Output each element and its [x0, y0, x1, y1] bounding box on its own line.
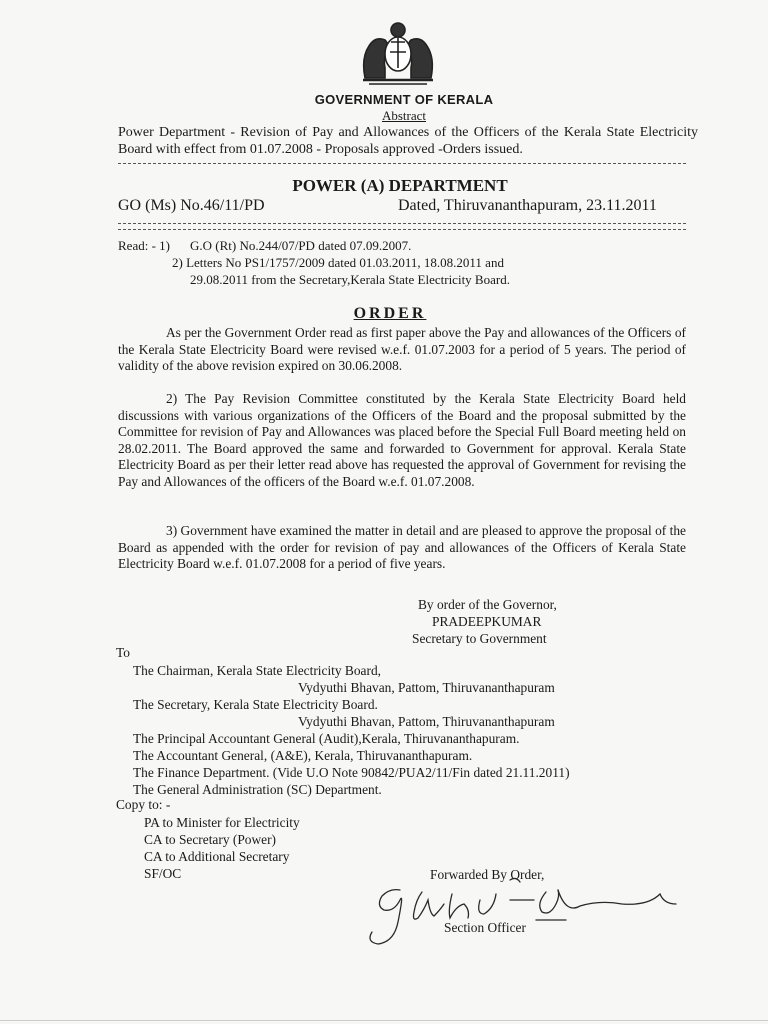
order-paragraph-3 — [118, 523, 686, 573]
department-heading: POWER (A) DEPARTMENT — [292, 176, 508, 195]
to-line: The Secretary, Kerala State Electricity Board. — [133, 697, 378, 712]
order-subject: Power Department - Revision of Pay and Allowances of the Officers of the Kerala State Electricity Board with effect from 01.07.2008 - Proposals approved -Orders issued. — [118, 125, 698, 157]
order-paragraph-1 — [118, 325, 686, 375]
to-label: To — [116, 645, 130, 660]
copy-line: CA to Additional Secretary — [144, 849, 290, 864]
order-paragraph-1-text: As per the Government Order read as first paper above the Pay and allowances of the Officers of the Kerala State Electricity Board were revised w.e.f. 01.07.2003 for a period of 5 years. The period of validity of the above revision expired on 30.06.2008. — [118, 325, 686, 374]
read-item-1: G.O (Rt) No.244/07/PD dated 07.09.2007. — [190, 238, 412, 253]
to-line: The Finance Department. (Vide U.O Note 90842/PUA2/11/Fin dated 21.11.2011) — [133, 765, 570, 780]
divider-line — [118, 229, 686, 230]
order-paragraph-2-text: 2) The Pay Revision Committee constituted by the Kerala State Electricity Board held discussions with various organizations of the Officers of the Board and the proposal submitted by the Committee for revision of Pay and Allowances was placed before the Special Full Board meeting held on 28.02.2011. The Board approved the same and forwarded to Government for approval. Kerala State Electricity Board as per their letter read above has requested the approval of Government for revising the Pay and Allowances of the officers of the Board w.e.f. 01.07.2008. — [118, 391, 686, 489]
go-number: GO (Ms) No.46/11/PD — [118, 197, 265, 214]
by-order-text: By order of the Governor, — [418, 597, 557, 612]
page-bottom-edge — [0, 1020, 768, 1021]
government-heading: GOVERNMENT OF KERALA — [314, 92, 494, 107]
divider-line — [118, 223, 686, 224]
kerala-emblem-icon — [355, 18, 441, 88]
to-line: The Principal Accountant General (Audit),Kerala, Thiruvananthapuram. — [133, 731, 520, 746]
read-label: Read: - 1) — [118, 238, 170, 253]
section-officer-label: Section Officer — [444, 920, 526, 935]
abstract-label: Abstract — [381, 108, 427, 123]
order-paragraph-2 — [118, 391, 686, 491]
order-date: Dated, Thiruvananthapuram, 23.11.2011 — [398, 197, 657, 214]
to-line: Vydyuthi Bhavan, Pattom, Thiruvananthapuram — [298, 714, 555, 729]
read-item-2-line-2: 29.08.2011 from the Secretary,Kerala State Electricity Board. — [190, 272, 510, 287]
to-line: The Accountant General, (A&E), Kerala, Thiruvananthapuram. — [133, 748, 473, 763]
to-line: Vydyuthi Bhavan, Pattom, Thiruvananthapuram — [298, 680, 555, 695]
signatory-designation: Secretary to Government — [412, 631, 547, 646]
order-title: ORDER — [353, 305, 427, 322]
handwritten-signature-icon — [360, 870, 690, 950]
to-line: The General Administration (SC) Department. — [133, 782, 382, 797]
signatory-name: PRADEEPKUMAR — [432, 614, 542, 629]
copy-to-label: Copy to: - — [116, 797, 171, 812]
copy-line: PA to Minister for Electricity — [144, 815, 300, 830]
read-item-2-line-1: 2) Letters No PS1/1757/2009 dated 01.03.2011, 18.08.2011 and — [172, 255, 504, 270]
forwarded-label: Forwarded By Order, — [430, 867, 545, 882]
copy-line: SF/OC — [144, 866, 182, 881]
to-line: The Chairman, Kerala State Electricity Board, — [133, 663, 382, 678]
divider-line — [118, 163, 686, 164]
copy-line: CA to Secretary (Power) — [144, 832, 277, 847]
order-paragraph-3-text: 3) Government have examined the matter in detail and are pleased to approve the proposal of the Board as appended with the order for revision of pay and allowances of the Officers of Kerala State Electricity Board w.e.f. 01.07.2008 for a period of five years. — [118, 523, 686, 572]
